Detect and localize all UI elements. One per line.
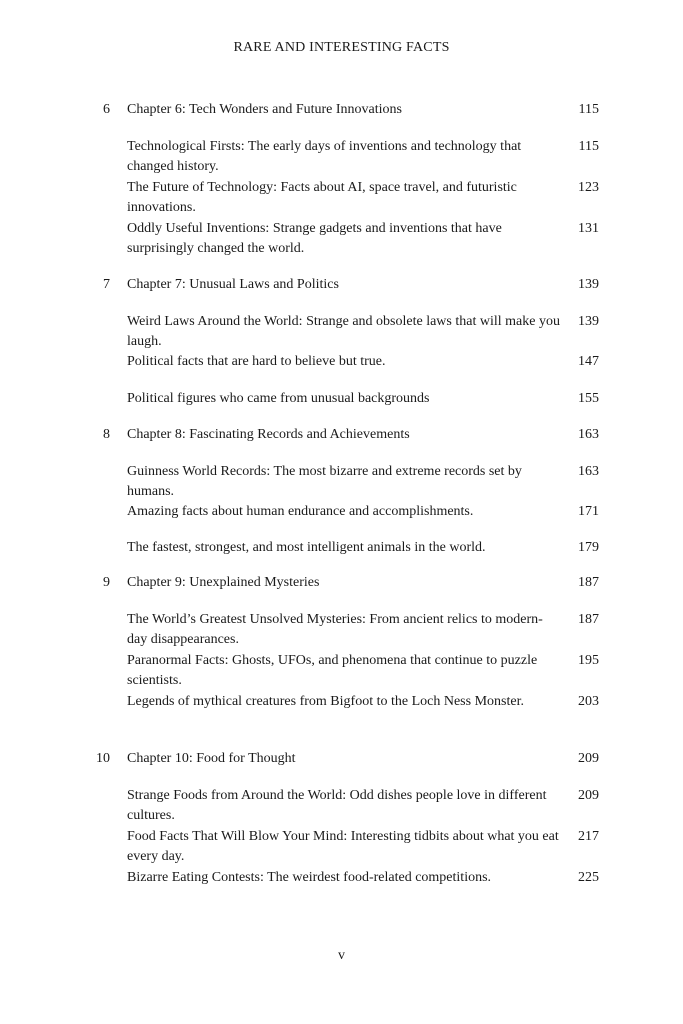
section-page-number: 209: [578, 788, 599, 803]
section-entry: [0, 538, 683, 558]
section-entry: [0, 137, 683, 177]
section-title: Amazing facts about human endurance and accomplishments.: [127, 504, 474, 519]
chapter-title: Chapter 8: Fascinating Records and Achievements: [127, 427, 410, 442]
toc-chapter-9: [0, 573, 683, 593]
section-page-number: 187: [578, 612, 599, 627]
section-page-number: 123: [578, 180, 599, 195]
section-title: The World’s Greatest Unsolved Mysteries: From ancient relics to modern-day disappearances.: [127, 612, 543, 647]
chapter-page-number: 209: [578, 751, 599, 766]
chapter-number: 10: [96, 751, 110, 766]
section-page-number: 195: [578, 653, 599, 668]
section-entry: [0, 502, 683, 522]
chapter-number: 6: [103, 102, 110, 117]
chapter-title: Chapter 10: Food for Thought: [127, 751, 296, 766]
section-entry: [0, 352, 683, 372]
section-entry: [0, 610, 683, 650]
section-page-number: 225: [578, 870, 599, 885]
section-entry: [0, 692, 683, 712]
section-title: Paranormal Facts: Ghosts, UFOs, and phenomena that continue to puzzle scientists.: [127, 653, 538, 688]
chapter-number: 9: [103, 575, 110, 590]
chapter-page-number: 187: [578, 575, 599, 590]
chapter-number: 8: [103, 427, 110, 442]
section-entry: [0, 219, 683, 259]
chapter-title: Chapter 6: Tech Wonders and Future Innovations: [127, 102, 402, 117]
running-head: RARE AND INTERESTING FACTS: [233, 40, 450, 55]
section-title: Political figures who came from unusual backgrounds: [127, 391, 430, 406]
chapter-number: 7: [103, 277, 110, 292]
chapter-page-number: 139: [578, 277, 599, 292]
chapter-page-number: 115: [578, 102, 599, 117]
section-entry: [0, 178, 683, 218]
section-page-number: 217: [578, 829, 599, 844]
section-title: Technological Firsts: The early days of inventions and technology that changed history.: [127, 139, 522, 174]
section-title: Political facts that are hard to believe but true.: [127, 354, 386, 369]
section-page-number: 179: [578, 540, 599, 555]
section-page-number: 155: [578, 391, 599, 406]
section-entry: [0, 868, 683, 888]
section-entry: [0, 312, 683, 352]
section-title: Weird Laws Around the World: Strange and obsolete laws that will make you laugh.: [127, 314, 560, 349]
page-folio: v: [338, 948, 345, 963]
section-title: The fastest, strongest, and most intelligent animals in the world.: [127, 540, 486, 555]
section-title: Guinness World Records: The most bizarre and extreme records set by humans.: [127, 464, 522, 499]
section-page-number: 163: [578, 464, 599, 479]
section-title: Legends of mythical creatures from Bigfoot to the Loch Ness Monster.: [127, 694, 524, 709]
section-title: Bizarre Eating Contests: The weirdest food-related competitions.: [127, 870, 492, 885]
toc-chapter-6: [0, 100, 683, 120]
section-title: Strange Foods from Around the World: Odd dishes people love in different cultures.: [127, 788, 547, 823]
section-title: Oddly Useful Inventions: Strange gadgets and inventions that have surprisingly changed the world.: [127, 221, 502, 256]
section-page-number: 131: [578, 221, 599, 236]
toc-chapter-7: [0, 275, 683, 295]
section-page-number: 139: [578, 314, 599, 329]
section-entry: [0, 389, 683, 409]
chapter-title: Chapter 9: Unexplained Mysteries: [127, 575, 320, 590]
section-page-number: 147: [578, 354, 599, 369]
toc-chapter-10: [0, 749, 683, 769]
section-title: Food Facts That Will Blow Your Mind: Interesting tidbits about what you eat every day.: [127, 829, 559, 864]
chapter-title: Chapter 7: Unusual Laws and Politics: [127, 277, 339, 292]
section-entry: [0, 651, 683, 691]
section-page-number: 171: [578, 504, 599, 519]
section-entry: [0, 462, 683, 502]
chapter-page-number: 163: [578, 427, 599, 442]
chapter-entry: [0, 100, 683, 120]
section-page-number: 115: [578, 139, 599, 154]
section-title: The Future of Technology: Facts about AI, space travel, and futuristic innovations.: [127, 180, 517, 215]
section-entry: [0, 786, 683, 826]
section-entry: [0, 827, 683, 867]
toc-chapter-8: [0, 425, 683, 445]
section-page-number: 203: [578, 694, 599, 709]
